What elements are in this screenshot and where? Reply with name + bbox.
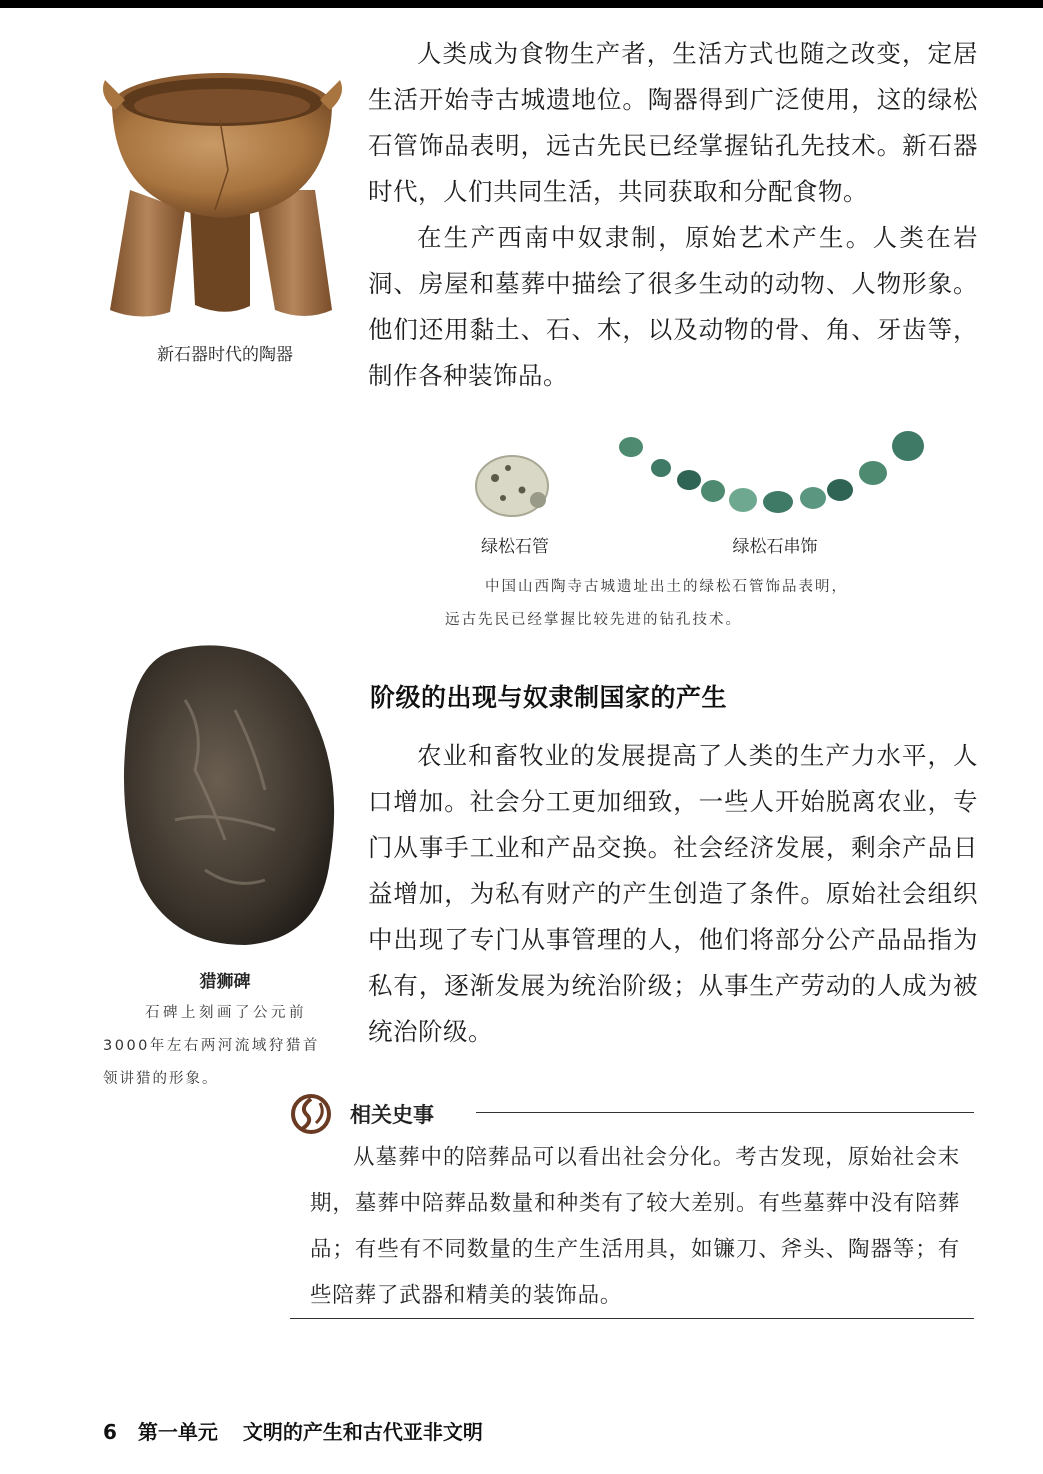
related-history-icon (290, 1093, 332, 1135)
page-footer (103, 1416, 483, 1445)
stele-note-line-1: 石碑上刻画了公元前 (145, 1005, 307, 1021)
related-box-bottom-rule (290, 1318, 974, 1319)
pottery-image (100, 60, 345, 330)
turquoise-note-line-2: 远古先民已经掌握比较先进的钻孔技术。 (445, 612, 742, 628)
footer-unit: 第一单元 (137, 1420, 218, 1444)
stele-note-line-3: 领讲猎的形象。 (103, 1071, 219, 1087)
pottery-caption: 新石器时代的陶器 (157, 345, 293, 365)
turquoise-tube-caption: 绿松石管 (481, 537, 549, 557)
page-number: 6 (103, 1420, 117, 1444)
section-heading: 阶级的出现与奴隶制国家的产生 (370, 683, 728, 712)
turquoise-note-line-1: 中国山西陶寺古城遗址出土的绿松石管饰品表明， (485, 579, 848, 595)
turquoise-tube-image (470, 448, 555, 523)
paragraph-1: 人类成为食物生产者，生活方式也随之改变，定居生活开始寺古城遗地位。陶器得到广泛使用，这的绿松石管饰品表明，远古先民已经掌握钻孔先技术。新石器时代，人们共同生活，共同获取和分配食物。 (368, 39, 978, 206)
related-history-title: 相关史事 (350, 1103, 434, 1127)
stele-caption-title: 猎狮碑 (199, 972, 251, 992)
paragraph-2: 在生产西南中奴隶制，原始艺术产生。人类在岩洞、房屋和墓葬中描绘了很多生动的动物、人物形象。他们还用黏土、石、木，以及动物的骨、角、牙齿等，制作各种装饰品。 (368, 223, 978, 390)
related-history-text: 从墓葬中的陪葬品可以看出社会分化。考古发现，原始社会末期，墓葬中陪葬品数量和种类有了较大差别。有些墓葬中没有陪葬品；有些有不同数量的生产生活用具，如镰刀、斧头、陶器等；有些陪葬了武器和精美的装饰品。 (310, 1145, 960, 1308)
stele-image (115, 640, 345, 952)
turquoise-string-caption: 绿松石串饰 (732, 537, 818, 557)
paragraph-3: 农业和畜牧业的发展提高了人类的生产力水平，人口增加。社会分工更加细致，一些人开始脱离农业，专门从事手工业和产品交换。社会经济发展，剩余产品日益增加，为私有财产的产生创造了条件。原始社会组织中出现了专门从事管理的人，他们将部分公产品品指为私有，逐渐发展为统治阶级；从事生产劳动的人成为被统治阶级。 (368, 741, 978, 1046)
turquoise-string-image (615, 425, 930, 525)
stele-note-line-2: 3000年左右两河流域狩猎首 (103, 1038, 320, 1054)
related-box-top-rule (476, 1112, 974, 1113)
top-border (0, 0, 1043, 8)
footer-chapter: 文明的产生和古代亚非文明 (242, 1420, 483, 1444)
